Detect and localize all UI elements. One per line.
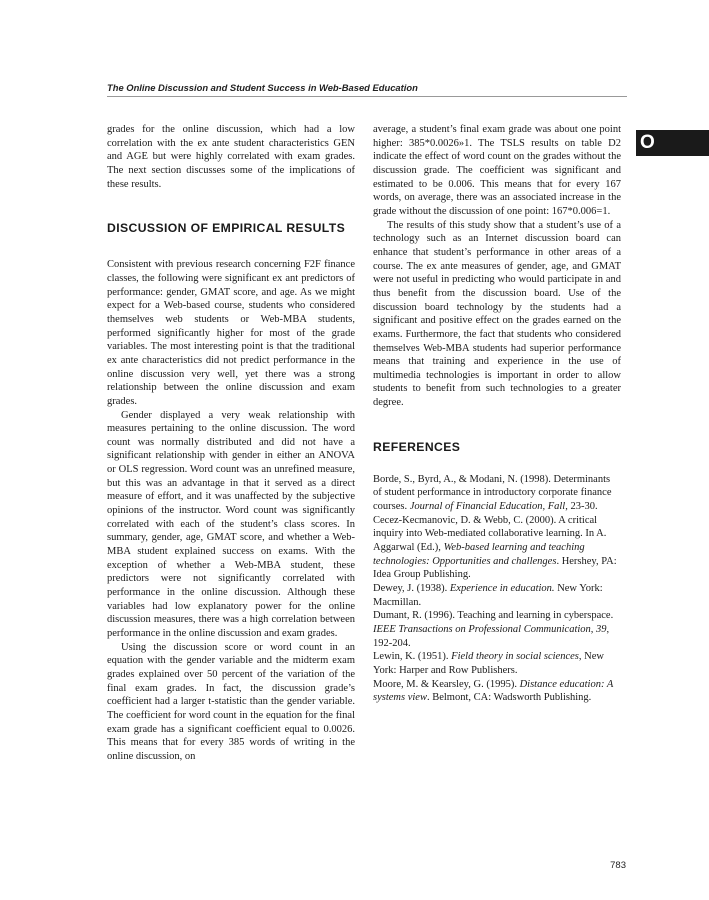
reference-entry: Moore, M. & Kearsley, G. (1995). Distance education: A systems view. Belmont, CA: Wadsworth Publishing. (373, 678, 614, 704)
left-column (107, 123, 355, 764)
reference-entry: Dewey, J. (1938). Experience in education. New York: Macmillan. (373, 583, 603, 608)
section-tab-marker: O (636, 130, 709, 156)
body-paragraph: Gender displayed a very weak relationship with measures pertaining to the online discussion. The word count was normally distributed and did not have a significant relationship with gender in either an ANOVA or OLS regression. Word count was an unrefined measure, but this was an advantage in that it served as a direct measure of effort, and it was unaffected by the subjective opinions of the instructor. Word count was significantly correlated with each of the student’s class scores. In summary, gender, age, GMAT score, and whether a Web-MBA student explained success on exams. With the exception of whether a Web-MBA student, these predictors were not significantly correlated with performance in the online discussion. Although these variables had low explanatory power for the online discussion measures, there was a high correlation between performance in the online discussion and exam grades. (107, 409, 355, 639)
reference-entry: Lewin, K. (1951). Field theory in social sciences, New York: Harper and Row Publishers. (373, 651, 604, 676)
reference-entry: Dumant, R. (1996). Teaching and learning in cyberspace. IEEE Transactions on Professional Communication, 39, 192-204. (373, 610, 614, 649)
body-paragraph: grades for the online discussion, which had a low correlation with the ex ante student characteristics GEN and AGE but were highly correlated with exam grades. The next section discusses some of the implications of these results. (107, 124, 355, 190)
reference-entry: Cecez-Kecmanovic, D. & Webb, C. (2000). A critical inquiry into Web-mediated collaborative learning. In A. Aggarwal (Ed.), Web-based learning and teaching technologies: Opportunities and challenges. Hershey, PA: Idea Group Publishing. (373, 514, 617, 581)
header-rule (107, 96, 627, 97)
section-heading-references: REFERENCES (373, 439, 461, 454)
page-number: 783 (610, 860, 626, 871)
reference-entry: Borde, S., Byrd, A., & Modani, N. (1998). Determinants of student performance in introductory corporate finance courses. Journal of Financial Education, Fall, 23-30. (373, 473, 612, 513)
right-column (373, 123, 621, 705)
body-paragraph: Consistent with previous research concerning F2F finance classes, the following were significant ex ant predictors of performance: gender, GMAT score, and age. As we might expect for a Web-based course, students who considered themselves web students or Web-MBA students, performed significantly higher for most of the grade variables. The most interesting point is that the traditional ex ante characteristics did not predict performance in the online discussion very well, yet there was a strong relationship between the online discussion and exam grades. (107, 259, 355, 407)
body-paragraph: The results of this study show that a student’s use of a technology such as an Internet discussion board can enhance that student’s performance in other areas of a course. The ex ante measures of gender, age, and GMAT were not useful in predicting who would participate in and thus benefit from the discussion board. Use of the discussion board technology by the students had a significant and positive effect on the grades earned on the exams. Furthermore, the fact that students who considered themselves Web-MBA students had superior performance means that training and experience in the use of multimedia technologies is important in order to allow students to benefit from such technologies to a greater degree. (373, 219, 621, 409)
running-head-title: The Online Discussion and Student Success in Web-Based Education (107, 82, 418, 93)
body-paragraph: average, a student’s final exam grade was about one point higher: 385*0.0026»1. The TSLS results on table D2 indicate the effect of word count on the grades without the discussion grade. The coefficient was significant and estimated to be 0.006. This means that for every 167 words, on average, there was an associated increase in the grade without the discussion of one point: 167*0.006=1. (373, 124, 621, 217)
body-paragraph: Using the discussion score or word count in an equation with the gender variable and the midterm exam grades explained over 50 percent of the variation of the final exam grades. In fact, the discussion grade’s coefficient had a larger t-statistic than the gender variable. The coefficient for word count in the equation for the final exam grade has a significant coefficient equal to 0.0026. This means that for every 385 words of writing in the online discussion, on (107, 641, 355, 762)
section-heading-discussion: DISCUSSION OF EMPIRICAL RESULTS (107, 221, 346, 236)
